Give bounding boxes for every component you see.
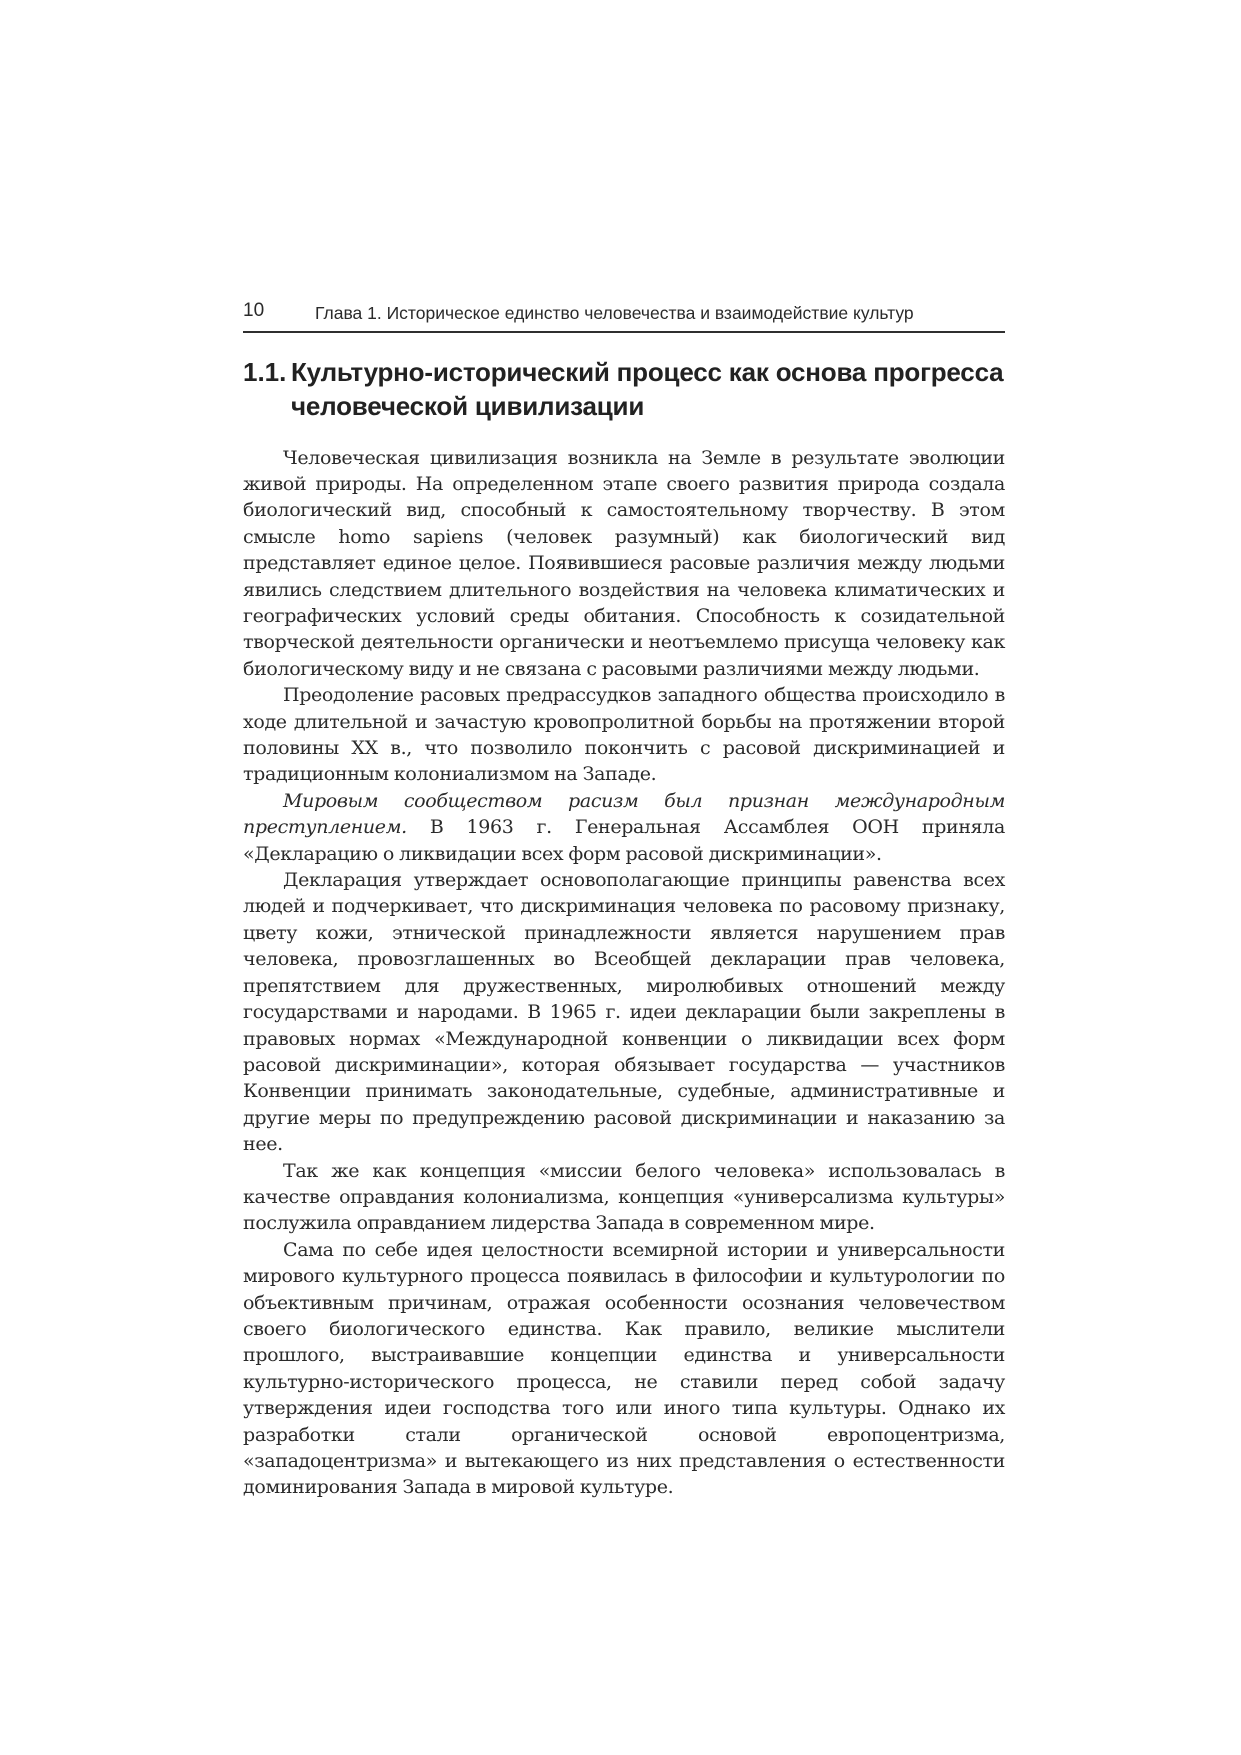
paragraph-2: Преодоление расовых предрассудков западного общества происходило в ходе длительной и зачастую кровопролитной борьбы на протяжении второй половины XX в., что позволило покончить с расовой дискриминацией и традиционным колониализмом на Западе. <box>243 684 1005 786</box>
section-title: Культурно-исторический процесс как основа прогресса человеческой цивилизации <box>291 357 1004 421</box>
paragraph-4: Декларация утверждает основополагающие принципы равенства всех людей и подчеркивает, что дискриминация человека по расовому признаку, цвету кожи, этнической принадлежности является нарушением прав человека, провозглашенных во Всеобщей декларации прав человека, препятствием для дружественных, миролюбивых отношений между государствами и народами. В 1965 г. идеи декларации были закреплены в правовых нормах «Международной конвенции о ликвидации всех форм расовой дискриминации», которая обязывает государства — участников Конвенции принимать законодательные, судебные, административные и другие меры по предупреждению расовой дискриминации и наказанию за нее. <box>243 869 1005 1156</box>
paragraph-3 <box>243 788 1005 867</box>
chapter-title: Глава 1. Историческое единство человечества и взаимодействие культур <box>315 303 914 323</box>
section-heading <box>243 355 1005 423</box>
running-header <box>243 297 1005 333</box>
book-page <box>243 297 1005 1501</box>
paragraph-5: Так же как концепция «миссии белого человека» использовалась в качестве оправдания колониализма, концепция «универсализма культуры» послужила оправданием лидерства Запада в современном мире. <box>243 1159 1005 1235</box>
emphasis-text: Мировым сообществом расизм был признан международным преступлением. <box>243 789 1005 839</box>
paragraph-3-text: В 1963 г. Генеральная Ассамблея ООН приняла «Декларацию о ликвидации всех форм расовой дискриминации». <box>243 816 1005 865</box>
paragraph-6: Сама по себе идея целостности всемирной истории и универсальности мирового культурного процесса появилась в философии и культурологии по объективным причинам, отражая особенности осознания человечеством своего биологического единства. Как правило, великие мыслители прошлого, выстраивавшие концепции единства и универсальности культурно-исторического процесса, не ставили перед собой задачу утверждения идеи господства того или иного типа культуры. Однако их разработки стали органической основой европоцентризма, «западоцентризма» и вытекающего из них представления о естественности доминирования Запада в мировой культуре. <box>243 1238 1005 1499</box>
page-number: 10 <box>243 300 265 321</box>
section-number: 1.1. <box>243 357 287 387</box>
body-text <box>243 445 1005 1501</box>
paragraph-1: Человеческая цивилизация возникла на Земле в результате эволюции живой природы. На определенном этапе своего развития природа создала биологический вид, способный к самостоятельному творчеству. В этом смысле homo sapiens (человек разумный) как биологический вид представляет единое целое. Появившиеся расовые различия между людьми явились следствием длительного воздействия на человека климатических и географических условий среды обитания. Способность к созидательной творческой деятельности органически и неотъемлемо присуща человеку как биологическому виду и не связана с расовыми различиями между людьми. <box>243 446 1005 680</box>
